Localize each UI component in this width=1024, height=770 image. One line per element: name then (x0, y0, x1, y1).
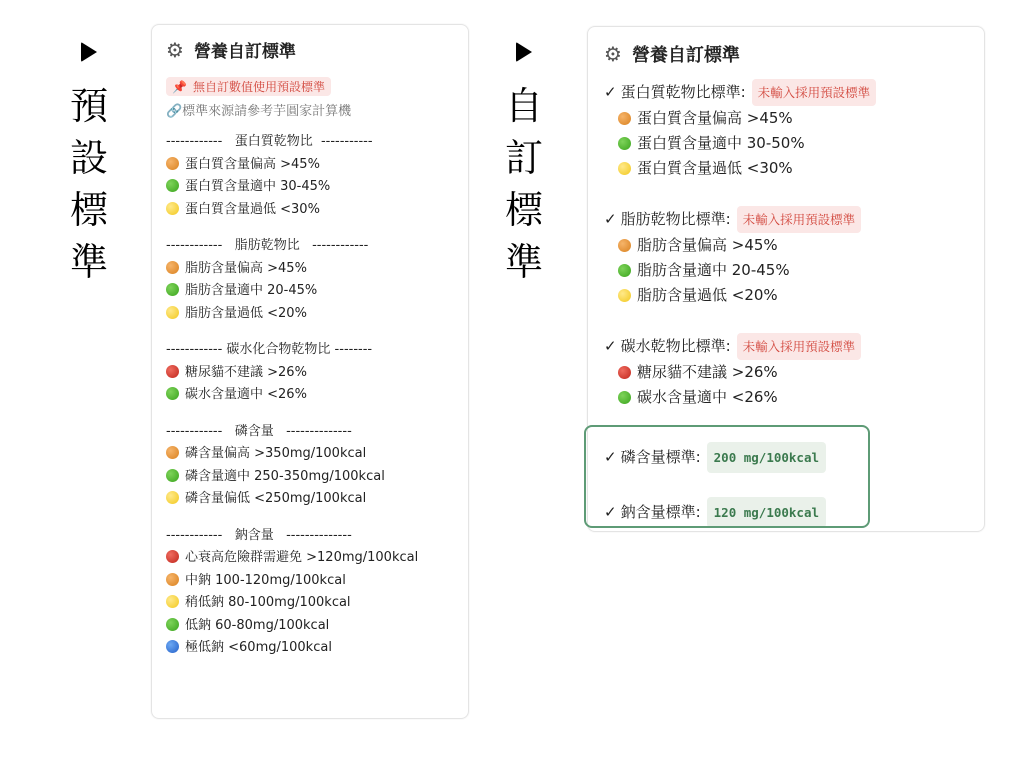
gear-icon: ⚙ (604, 42, 622, 66)
green-circle-icon (166, 469, 179, 482)
section-label: 蛋白質乾物比標準: (620, 83, 746, 101)
section-separator: ------------ 磷含量 -------------- (166, 423, 352, 439)
list-item (166, 443, 454, 466)
item-text: 脂肪含量偏高 >45% (637, 236, 778, 254)
list-item (166, 592, 454, 615)
default-badge: 未輸入採用預設標準 (737, 333, 862, 360)
custom-value-badge: 120 mg/100kcal (707, 497, 826, 528)
right-side-label (505, 42, 543, 288)
list-item (166, 488, 454, 511)
list-item (166, 570, 454, 593)
section-header (604, 79, 968, 106)
badge-text: 無自訂數值使用預設標準 (192, 80, 325, 94)
orange-circle-icon (166, 157, 179, 170)
right-label-char: 訂 (505, 136, 544, 180)
item-text: 磷含量偏高 >350mg/100kcal (185, 446, 367, 461)
play-triangle-icon (516, 42, 532, 62)
item-text: 蛋白質含量適中 30-50% (637, 134, 805, 152)
source-note-link[interactable]: 🔗標準來源請參考芋圓家計算機 (166, 104, 352, 119)
section-separator: ------------ 脂肪乾物比 ------------ (166, 238, 369, 253)
green-circle-icon (618, 264, 631, 277)
item-text: 中鈉 100-120mg/100kcal (185, 572, 346, 588)
green-circle-icon (166, 179, 179, 192)
green-circle-icon (618, 391, 631, 404)
item-text: 蛋白質含量適中 30-45% (185, 179, 331, 194)
list-item (604, 131, 968, 156)
item-text: 蛋白質含量過低 <30% (637, 159, 793, 177)
red-circle-icon (166, 365, 179, 378)
right-label-char: 準 (505, 240, 544, 284)
left-label-char: 預 (70, 84, 109, 128)
right-label-char: 標 (505, 188, 544, 232)
item-text: 脂肪含量適中 20-45% (185, 283, 318, 298)
red-circle-icon (618, 366, 631, 379)
pushpin-icon: 📌 (172, 80, 187, 94)
custom-values-highlight (584, 425, 870, 528)
left-label-char: 設 (70, 136, 109, 180)
green-circle-icon (166, 387, 179, 400)
green-circle-icon (166, 618, 179, 631)
item-text: 脂肪含量偏高 >45% (185, 260, 307, 276)
list-item (166, 154, 454, 177)
yellow-circle-icon (166, 306, 179, 319)
card-title-text: 營養自訂標準 (631, 45, 740, 66)
section-header (604, 333, 968, 360)
custom-value-badge: 200 mg/100kcal (707, 442, 826, 473)
yellow-circle-icon (166, 491, 179, 504)
orange-circle-icon (166, 261, 179, 274)
list-item (604, 258, 968, 283)
list-item (604, 156, 968, 181)
right-vertical-text (505, 80, 543, 288)
yellow-circle-icon (166, 595, 179, 608)
check-icon: ✓ (604, 503, 617, 521)
yellow-circle-icon (618, 289, 631, 302)
list-item (166, 466, 454, 489)
check-icon: ✓ (604, 337, 617, 355)
list-item (166, 303, 454, 326)
section-label: 碳水乾物比標準: (620, 337, 731, 355)
item-text: 磷含量適中 250-350mg/100kcal (185, 468, 385, 484)
section-header (604, 206, 968, 233)
orange-circle-icon (618, 112, 631, 125)
default-standards-card (151, 24, 469, 719)
section-separator: ------------ 蛋白質乾物比 ----------- (166, 134, 373, 149)
play-triangle-icon (81, 42, 97, 62)
item-text: 蛋白質含量偏高 >45% (637, 109, 793, 127)
item-text: 脂肪含量過低 <20% (637, 286, 778, 304)
list-item (604, 385, 968, 410)
item-text: 糖尿貓不建議 >26% (637, 363, 778, 381)
left-label-char: 準 (70, 240, 109, 284)
default-notice-badge (166, 77, 331, 96)
orange-circle-icon (618, 239, 631, 252)
orange-circle-icon (166, 446, 179, 459)
list-item (166, 637, 454, 660)
default-badge: 未輸入採用預設標準 (737, 206, 862, 233)
list-item (604, 283, 968, 308)
left-vertical-text (70, 80, 108, 288)
green-circle-icon (166, 283, 179, 296)
card-title (604, 41, 968, 67)
card-title (166, 37, 454, 62)
custom-label: 鈉含量標準: (620, 503, 701, 521)
list-item (166, 199, 454, 222)
right-sections (604, 79, 968, 410)
list-item (166, 258, 454, 281)
left-side-label (70, 42, 108, 288)
list-item (166, 547, 454, 570)
green-circle-icon (618, 137, 631, 150)
item-text: 蛋白質含量偏高 >45% (185, 156, 320, 172)
section-separator: ------------ 鈉含量 -------------- (166, 527, 352, 543)
item-text: 碳水含量適中 <26% (185, 387, 307, 402)
item-text: 脂肪含量適中 20-45% (637, 261, 790, 279)
check-icon: ✓ (604, 210, 617, 228)
list-item (604, 233, 968, 258)
list-item (604, 106, 968, 131)
section-label: 脂肪乾物比標準: (620, 210, 731, 228)
yellow-circle-icon (618, 162, 631, 175)
list-item (166, 615, 454, 638)
blue-circle-icon (166, 640, 179, 653)
item-text: 低鈉 60-80mg/100kcal (185, 617, 330, 633)
item-text: 磷含量偏低 <250mg/100kcal (185, 491, 367, 506)
item-text: 糖尿貓不建議 >26% (185, 364, 307, 380)
check-icon: ✓ (604, 448, 617, 466)
item-text: 心衰高危險群需避免 >120mg/100kcal (185, 550, 419, 565)
default-badge: 未輸入採用預設標準 (752, 79, 877, 106)
gear-icon: ⚙ (166, 37, 184, 62)
list-item (166, 280, 454, 303)
item-text: 極低鈉 <60mg/100kcal (185, 640, 332, 655)
list-item (166, 362, 454, 385)
check-icon: ✓ (604, 83, 617, 101)
list-item (166, 176, 454, 199)
left-sections (166, 131, 454, 660)
red-circle-icon (166, 550, 179, 563)
card-title-text: 營養自訂標準 (193, 42, 296, 62)
list-item (604, 360, 968, 385)
right-label-char: 自 (505, 84, 544, 128)
item-text: 蛋白質含量過低 <30% (185, 201, 320, 217)
left-label-char: 標 (70, 188, 109, 232)
orange-circle-icon (166, 573, 179, 586)
custom-label: 磷含量標準: (620, 448, 701, 466)
item-text: 脂肪含量過低 <20% (185, 305, 307, 321)
yellow-circle-icon (166, 202, 179, 215)
item-text: 碳水含量適中 <26% (637, 388, 778, 406)
section-separator: ------------ 碳水化合物乾物比 -------- (166, 342, 373, 357)
item-text: 稍低鈉 80-100mg/100kcal (185, 595, 351, 610)
list-item (166, 384, 454, 407)
